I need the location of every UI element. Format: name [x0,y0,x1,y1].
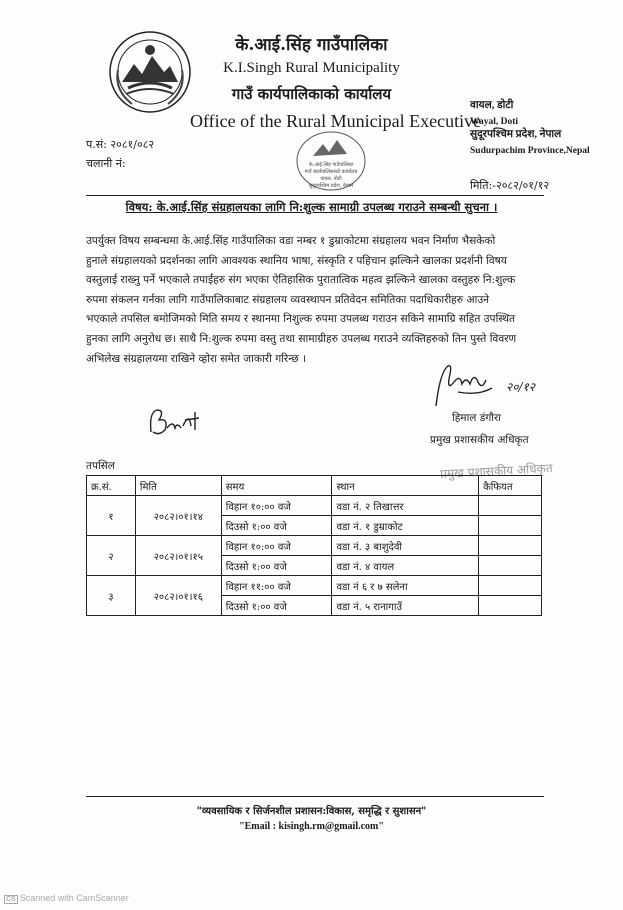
cell-remarks [479,556,542,576]
dispatch-number: चलानी नं: [86,157,126,170]
cell-place: वडा नं. ३ बाशुदेवी [332,536,479,556]
officer-title: प्रमुख प्रशासकीय अधिकृत [430,434,529,446]
footer-email: "Email : kisingh.rm@gmail.com" [239,821,384,832]
footer-divider [86,796,544,797]
seal-text-1: के.आई.सिंह गाउँपालिका [308,162,354,168]
seal-text-2: गाउँ कार्यपालिकाको कार्यालय [304,169,358,175]
notice-body [86,232,546,369]
seal-text-4: सुदूरपश्चिम प्रदेश, नेपाल [308,183,354,189]
cell-sn: ३ [87,576,136,616]
cell-remarks [479,596,542,616]
body-line: वस्तुलाई राख्नु पर्ने भएकाले तपाईंहरु संग भएका ऐतिहासिक पुरातात्विक महत्व झल्किने खालका वस्तुहरु नि:शुल्क [86,274,516,287]
cell-time: विहान १०:०० वजे [221,496,332,516]
province-nepali: सुदूरपश्चिम प्रदेश, नेपाल [470,129,562,140]
header-place: स्थान [332,476,479,496]
address-nepali: वायल, डोटी [470,100,514,111]
cell-time: दिउसो १:०० वजे [221,596,332,616]
header-remarks: कैफियत [479,476,542,496]
cell-date: २०८२।०१।१४ [135,496,221,536]
cell-place: वडा नं. ५ रानागाउँ [332,596,479,616]
scanner-watermark [4,893,129,904]
body-line: रुपमा संकलन गर्नका लागि गाउँपालिकाबाट संग्रहालय व्यवस्थापन प्रतिवेदन समितिका पदाधिकारीहरु आउने [86,293,490,306]
header-sn: क्र.सं. [87,476,136,496]
body-line: हुनका लागि अनुरोध छ। साथै नि:शुल्क रुपमा वस्तु तथा सामाग्रीहरु उपलब्ध गराउने व्यक्तिहरुको तिन पुस्ते विवरण [86,332,517,345]
schedule-title: तपसिल [86,460,115,472]
cell-place: वडा नं. ४ वायल [332,556,479,576]
cell-remarks [479,516,542,536]
cell-time: विहान ११:०० वजे [221,576,332,596]
cell-sn: १ [87,496,136,536]
office-seal [295,130,367,192]
scanner-watermark-text: Scanned with CamScanner [19,893,129,903]
header-date: मिति [135,476,221,496]
province-english: Sudurpachim Province,Nepal [470,146,590,156]
address-english: Wayal, Doti [470,117,519,127]
body-line: अभिलेख संग्रहालयमा राखिने व्होरा समेत जाकारी गरिन्छ । [86,352,307,365]
cell-time: दिउसो १:०० वजे [221,556,332,576]
notice-subject: विषय: के.आई.सिंह संग्रहालयका लागि नि:शुल्क सामाग्री उपलब्ध गराउने सम्बन्धी सुचना । [125,200,498,214]
cell-place: वडा नं ६ र ७ सलेना [332,576,479,596]
office-name-english: Office of the Rural Municipal Executive [190,111,482,131]
cell-remarks [479,496,542,516]
cell-place: वडा नं. १ डुम्राकोट [332,516,479,536]
municipality-name-english: K.I.Singh Rural Municipality [223,60,400,76]
issue-date: मिति:-२०८२/०१/१२ [470,179,550,192]
header-divider [86,195,544,196]
cell-remarks [479,576,542,596]
cell-date: २०८२।०१।१६ [135,576,221,616]
office-name-nepali: गाउँ कार्यपालिकाको कार्यालय [231,85,392,103]
reference-number: प.सं: २०८१/०८२ [86,138,155,151]
camscanner-badge-icon: CS [6,896,16,903]
schedule-table [86,475,542,616]
table-header-row [87,476,542,496]
cell-sn: २ [87,536,136,576]
signature-date: २०/१२ [506,380,536,394]
header-time: समय [221,476,332,496]
handwritten-signature-left [145,402,207,442]
cell-date: २०८२।०१।१५ [135,536,221,576]
cell-place: वडा नं. २ तिखात्तर [332,496,479,516]
body-line: हुनाले संग्रहालयको प्रदर्शनका लागि आवश्यक स्थानिय भाषा, संस्कृति र पहिचान झल्किने खालका प्रदर्शनी विषय [86,254,507,267]
cell-remarks [479,536,542,556]
table-row [87,576,542,596]
body-line: भएकाले तपसिल बमोजिमको मिति समय र स्थानमा निशुल्क रुपमा उपलब्ध गराउन सकिने सामाग्रि सहित उपस्थित [86,313,516,326]
cell-time: विहान १०:०० वजे [221,536,332,556]
table-row [87,536,542,556]
footer-motto: "व्यवसायिक र सिर्जनशील प्रशासन:विकास, समृद्धि र सुशासन" [196,806,427,817]
table-row [87,496,542,516]
body-line: उपर्युक्त विषय सम्बन्धमा के.आई.सिंह गाउँपालिका वडा नम्बर १ डुम्राकोटमा संग्रहालय भवन निर्माण भैसकेको [86,235,496,247]
municipality-name-nepali: के.आई.सिंह गाउँपालिका [235,35,388,55]
officer-name: हिमाल डंगौरा [452,412,502,424]
seal-text-3: वायल, डोटी [320,176,342,182]
cell-time: दिउसो १:०० वजे [221,516,332,536]
officer-stamp: प्रमुख प्रशासकीय अधिकृत [439,461,553,481]
